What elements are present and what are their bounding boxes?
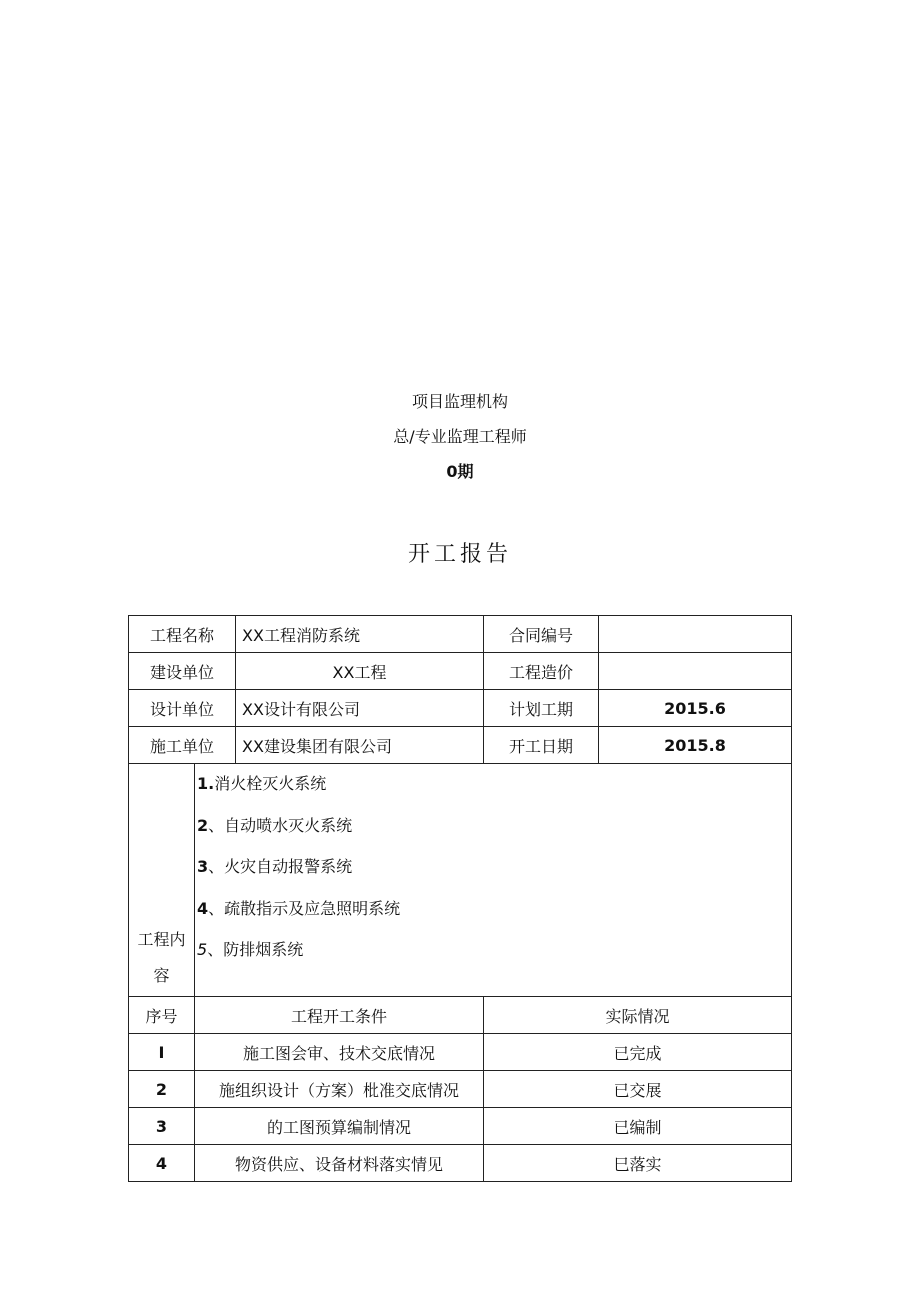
row-seq: 4 <box>129 1145 195 1182</box>
content-item-num: 2 <box>197 815 209 835</box>
label-start-date: 开工日期 <box>484 727 599 764</box>
table-row <box>129 1108 792 1145</box>
content-item-text: 、自动喷水灭火系统 <box>208 815 353 835</box>
start-report-table <box>128 615 792 1182</box>
content-item-num: 3 <box>197 857 209 876</box>
report-title: 开工报告 <box>407 542 512 567</box>
value-cost <box>599 653 792 690</box>
header-seq: 序号 <box>129 997 195 1034</box>
content-item <box>197 814 789 856</box>
content-list <box>195 764 792 997</box>
value-designer: XX设计有限公司 <box>236 690 484 727</box>
row-seq: I <box>129 1034 195 1071</box>
table-row <box>129 1034 792 1071</box>
content-item-text: 、防排烟系统 <box>207 940 304 959</box>
row-status: 巳落实 <box>484 1145 792 1182</box>
label-contractor: 施工单位 <box>129 727 236 764</box>
header-actual: 实际情况 <box>484 997 792 1034</box>
content-row <box>129 764 792 997</box>
content-item <box>197 938 789 980</box>
value-project-name: XX工程消防系统 <box>236 616 484 653</box>
row-status: 已交展 <box>484 1071 792 1108</box>
label-contract-no: 合同编号 <box>484 616 599 653</box>
value-planned-period: 2015.6 <box>599 690 792 727</box>
label-owner: 建设单位 <box>129 653 236 690</box>
content-item <box>197 897 789 939</box>
row-seq: 3 <box>129 1108 195 1145</box>
info-row-project-name <box>129 616 792 653</box>
content-item-text: 、疏散指示及应急照明系统 <box>208 898 401 918</box>
row-condition: 的工图预算编制情况 <box>195 1108 484 1145</box>
row-condition: 物资供应、设备材料落实情见 <box>195 1145 484 1182</box>
info-row-owner <box>129 653 792 690</box>
value-owner: XX工程 <box>236 653 484 690</box>
row-status: 已编制 <box>484 1108 792 1145</box>
row-seq: 2 <box>129 1071 195 1108</box>
value-contract-no <box>599 616 792 653</box>
content-item-text: 、火灾自动报警系统 <box>208 857 353 876</box>
content-item-num: 5 <box>197 940 208 959</box>
supervision-org-line: 项目监理机构 <box>411 392 508 411</box>
content-item <box>197 772 789 814</box>
label-project-name: 工程名称 <box>129 616 236 653</box>
table-row <box>129 1145 792 1182</box>
value-contractor: XX建设集团有限公司 <box>236 727 484 764</box>
info-row-contractor <box>129 727 792 764</box>
conditions-header-row <box>129 997 792 1034</box>
label-planned-period: 计划工期 <box>484 690 599 727</box>
value-start-date: 2015.8 <box>599 727 792 764</box>
row-condition: 施组织设计（方案）枇准交底情况 <box>195 1071 484 1108</box>
content-item-num: 4 <box>197 898 209 918</box>
header-condition: 工程开工条件 <box>195 997 484 1034</box>
info-row-designer <box>129 690 792 727</box>
content-label: 工程内容 <box>129 764 195 997</box>
date-line: 0期 <box>446 462 474 481</box>
engineer-line: 总/专业监理工程师 <box>393 427 527 446</box>
content-item <box>197 855 789 897</box>
content-item-text: 消火栓灭火系统 <box>214 774 327 793</box>
row-condition: 施工图会审、技术交底情况 <box>195 1034 484 1071</box>
label-designer: 设计单位 <box>129 690 236 727</box>
row-status: 已完成 <box>484 1034 792 1071</box>
table-row <box>129 1071 792 1108</box>
label-cost: 工程造价 <box>484 653 599 690</box>
content-item-num: 1. <box>197 774 215 793</box>
